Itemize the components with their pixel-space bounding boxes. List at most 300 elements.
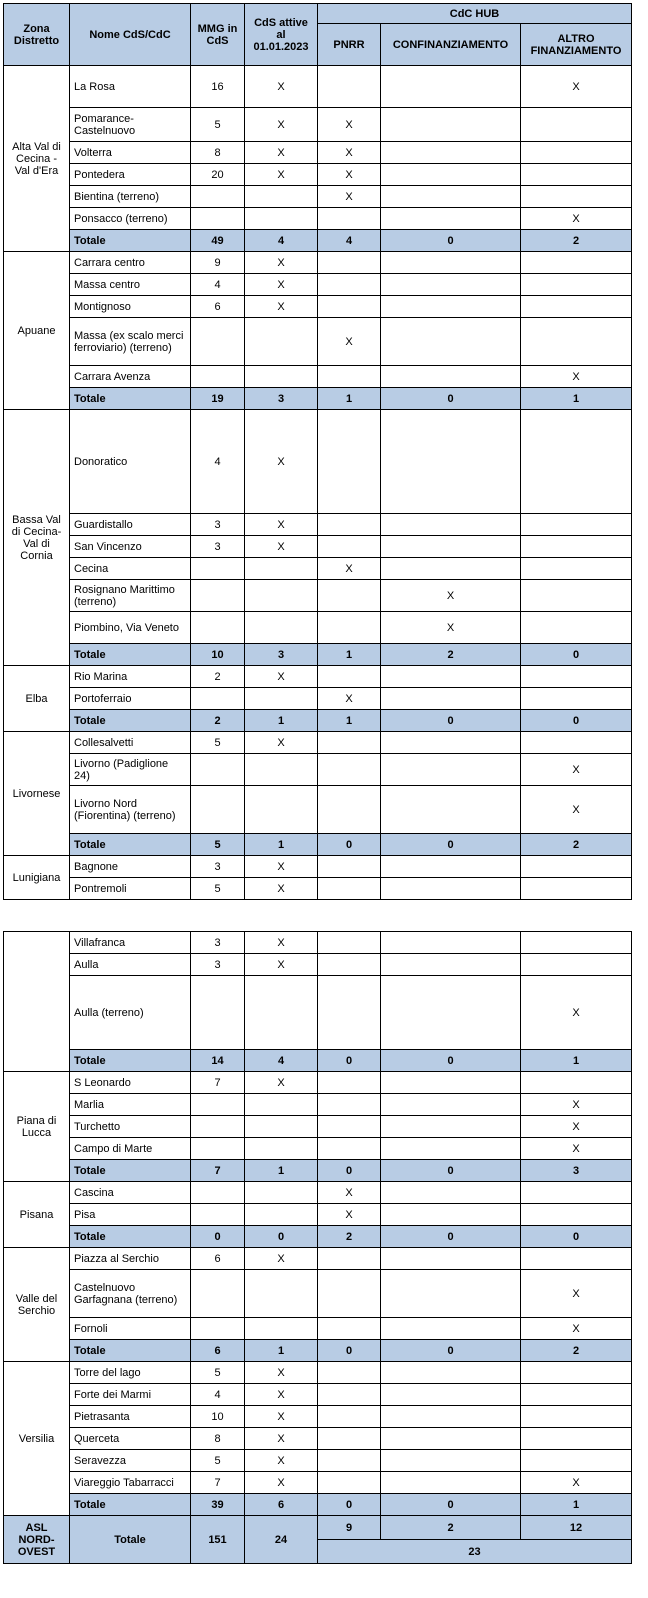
cell-nome: S Leonardo: [70, 1072, 191, 1094]
table-row: [4, 514, 632, 536]
cell-cofinanziamento: [381, 932, 521, 954]
cell-cofinanziamento: [381, 856, 521, 878]
cell-nome: Bagnone: [70, 856, 191, 878]
table-row: [4, 1138, 632, 1160]
zona-distretto-cell: Livornese: [4, 732, 70, 856]
table-row: [4, 580, 632, 612]
cell-nome: Livorno Nord (Fiorentina) (terreno): [70, 786, 191, 834]
cell-altro: [521, 514, 632, 536]
table-row: [4, 1182, 632, 1204]
cell-pnrr: [318, 932, 381, 954]
table-row: [4, 274, 632, 296]
cell-cds: X: [245, 1406, 318, 1428]
cell-cds: X: [245, 856, 318, 878]
cell-mmg: [191, 318, 245, 366]
total-altro: 1: [521, 1050, 632, 1072]
cell-nome: Cascina: [70, 1182, 191, 1204]
table-row: [4, 1450, 632, 1472]
cell-cofinanziamento: [381, 274, 521, 296]
zona-distretto-continuation: [4, 932, 70, 1072]
cell-cofinanziamento: [381, 1248, 521, 1270]
total-pnrr: 0: [318, 1494, 381, 1516]
cell-cds: X: [245, 410, 318, 514]
header-zona: Zona Distretto: [4, 4, 70, 66]
cell-altro: [521, 252, 632, 274]
cell-mmg: 8: [191, 142, 245, 164]
cell-cofinanziamento: [381, 954, 521, 976]
cell-pnrr: X: [318, 318, 381, 366]
cell-nome: Pontremoli: [70, 878, 191, 900]
zona-distretto-cell: Apuane: [4, 252, 70, 410]
cell-nome: Torre del lago: [70, 1362, 191, 1384]
total-cds: 1: [245, 834, 318, 856]
cell-altro: X: [521, 786, 632, 834]
cell-pnrr: [318, 976, 381, 1050]
cell-nome: Viareggio Tabarracci: [70, 1472, 191, 1494]
cell-altro: [521, 558, 632, 580]
cell-nome: Rosignano Marittimo (terreno): [70, 580, 191, 612]
cell-cofinanziamento: [381, 1072, 521, 1094]
cell-pnrr: [318, 666, 381, 688]
cell-cds: X: [245, 1072, 318, 1094]
cell-pnrr: [318, 1428, 381, 1450]
cell-mmg: 3: [191, 856, 245, 878]
cell-pnrr: X: [318, 142, 381, 164]
table-row: [4, 66, 632, 108]
cell-cofinanziamento: [381, 252, 521, 274]
cell-nome: Piombino, Via Veneto: [70, 612, 191, 644]
table-row: [4, 536, 632, 558]
cell-pnrr: [318, 1138, 381, 1160]
total-cofinanziamento: 0: [381, 710, 521, 732]
cell-nome: Pisa: [70, 1204, 191, 1226]
cell-cds: X: [245, 732, 318, 754]
cell-nome: Volterra: [70, 142, 191, 164]
grand-total-pnrr: 9: [318, 1516, 381, 1540]
cell-pnrr: [318, 366, 381, 388]
table-row: [4, 754, 632, 786]
total-cofinanziamento: 0: [381, 1050, 521, 1072]
total-row: [4, 644, 632, 666]
cell-cofinanziamento: [381, 688, 521, 710]
cell-altro: [521, 878, 632, 900]
cell-cds: X: [245, 108, 318, 142]
total-cds: 3: [245, 644, 318, 666]
cell-altro: [521, 274, 632, 296]
table-row: [4, 878, 632, 900]
cell-pnrr: [318, 1472, 381, 1494]
table-row: [4, 1204, 632, 1226]
cell-mmg: [191, 186, 245, 208]
cell-mmg: [191, 612, 245, 644]
cell-cds: [245, 1094, 318, 1116]
cell-mmg: 3: [191, 954, 245, 976]
cell-nome: Ponsacco (terreno): [70, 208, 191, 230]
cell-altro: [521, 296, 632, 318]
total-altro: 2: [521, 1340, 632, 1362]
total-pnrr: 2: [318, 1226, 381, 1248]
cell-pnrr: [318, 410, 381, 514]
table-row: [4, 732, 632, 754]
grand-total-label: Totale: [70, 1516, 191, 1564]
zona-distretto-cell: Alta Val di Cecina - Val d'Era: [4, 66, 70, 252]
cell-pnrr: [318, 208, 381, 230]
total-pnrr: 0: [318, 1340, 381, 1362]
total-pnrr: 0: [318, 834, 381, 856]
cell-altro: [521, 954, 632, 976]
cell-pnrr: [318, 252, 381, 274]
cell-nome: Piazza al Serchio: [70, 1248, 191, 1270]
cell-altro: X: [521, 208, 632, 230]
total-mmg: 10: [191, 644, 245, 666]
total-label: Totale: [70, 230, 191, 252]
cell-mmg: 16: [191, 66, 245, 108]
cell-pnrr: [318, 1116, 381, 1138]
cell-mmg: [191, 1138, 245, 1160]
total-mmg: 14: [191, 1050, 245, 1072]
total-row: [4, 1494, 632, 1516]
total-pnrr: 1: [318, 710, 381, 732]
cell-altro: [521, 410, 632, 514]
cell-nome: Marlia: [70, 1094, 191, 1116]
cell-altro: [521, 1072, 632, 1094]
cell-mmg: [191, 688, 245, 710]
table-row: [4, 252, 632, 274]
cell-pnrr: [318, 1362, 381, 1384]
zona-distretto-cell: Valle del Serchio: [4, 1248, 70, 1362]
cell-cofinanziamento: [381, 1428, 521, 1450]
table-row: [4, 142, 632, 164]
total-mmg: 49: [191, 230, 245, 252]
cell-nome: Pietrasanta: [70, 1406, 191, 1428]
cell-cds: [245, 754, 318, 786]
cell-mmg: 3: [191, 514, 245, 536]
cell-altro: [521, 1182, 632, 1204]
total-cds: 1: [245, 1340, 318, 1362]
cell-mmg: 4: [191, 410, 245, 514]
cell-pnrr: [318, 1072, 381, 1094]
cell-pnrr: X: [318, 186, 381, 208]
total-mmg: 5: [191, 834, 245, 856]
cell-cds: [245, 1138, 318, 1160]
cell-pnrr: [318, 514, 381, 536]
total-cofinanziamento: 0: [381, 1340, 521, 1362]
cell-cofinanziamento: X: [381, 612, 521, 644]
cell-mmg: 10: [191, 1406, 245, 1428]
cell-pnrr: [318, 856, 381, 878]
cell-altro: X: [521, 1318, 632, 1340]
grand-total-altro: 12: [521, 1516, 632, 1540]
table-row: [4, 208, 632, 230]
cell-altro: [521, 688, 632, 710]
total-cds: 1: [245, 710, 318, 732]
cell-cofinanziamento: [381, 536, 521, 558]
total-label: Totale: [70, 1050, 191, 1072]
grand-total-row: [4, 1516, 632, 1540]
cell-altro: [521, 142, 632, 164]
cell-altro: [521, 932, 632, 954]
cell-mmg: 5: [191, 732, 245, 754]
cell-mmg: [191, 1116, 245, 1138]
total-mmg: 39: [191, 1494, 245, 1516]
cell-mmg: 4: [191, 274, 245, 296]
total-row: [4, 834, 632, 856]
table-row: [4, 932, 632, 954]
cell-altro: [521, 1406, 632, 1428]
cell-cds: [245, 786, 318, 834]
header-mmg: MMG in CdS: [191, 4, 245, 66]
cell-nome: Pomarance-Castelnuovo: [70, 108, 191, 142]
zona-distretto-cell: Elba: [4, 666, 70, 732]
cell-cofinanziamento: [381, 66, 521, 108]
cell-pnrr: [318, 1094, 381, 1116]
table-row: [4, 612, 632, 644]
cell-cofinanziamento: [381, 1406, 521, 1428]
total-altro: 2: [521, 230, 632, 252]
cell-cds: X: [245, 954, 318, 976]
cell-mmg: 5: [191, 1450, 245, 1472]
total-altro: 2: [521, 834, 632, 856]
cell-cofinanziamento: [381, 208, 521, 230]
cell-cds: X: [245, 1248, 318, 1270]
cell-cds: [245, 580, 318, 612]
cell-cds: X: [245, 536, 318, 558]
cell-cofinanziamento: [381, 1318, 521, 1340]
cell-nome: Castelnuovo Garfagnana (terreno): [70, 1270, 191, 1318]
cell-mmg: 5: [191, 1362, 245, 1384]
cell-cds: X: [245, 296, 318, 318]
cell-altro: [521, 1428, 632, 1450]
total-label: Totale: [70, 1160, 191, 1182]
total-cofinanziamento: 0: [381, 1160, 521, 1182]
cell-pnrr: [318, 732, 381, 754]
total-altro: 1: [521, 388, 632, 410]
cell-mmg: [191, 786, 245, 834]
total-label: Totale: [70, 1494, 191, 1516]
cell-nome: Montignoso: [70, 296, 191, 318]
cell-nome: Fornoli: [70, 1318, 191, 1340]
header-nome: Nome CdS/CdC: [70, 4, 191, 66]
cell-altro: [521, 732, 632, 754]
cell-altro: [521, 580, 632, 612]
cell-altro: X: [521, 1270, 632, 1318]
header-cds: CdS attive al 01.01.2023: [245, 4, 318, 66]
total-cds: 6: [245, 1494, 318, 1516]
cell-pnrr: [318, 536, 381, 558]
total-pnrr: 1: [318, 644, 381, 666]
cell-altro: X: [521, 976, 632, 1050]
cell-pnrr: [318, 1450, 381, 1472]
cell-altro: [521, 318, 632, 366]
total-pnrr: 0: [318, 1050, 381, 1072]
cell-mmg: [191, 558, 245, 580]
cell-mmg: 20: [191, 164, 245, 186]
cell-pnrr: [318, 786, 381, 834]
cell-cds: [245, 208, 318, 230]
cell-pnrr: [318, 954, 381, 976]
total-cofinanziamento: 0: [381, 834, 521, 856]
cell-mmg: [191, 976, 245, 1050]
cell-cofinanziamento: [381, 1182, 521, 1204]
cell-altro: [521, 612, 632, 644]
total-row: [4, 230, 632, 252]
cell-altro: X: [521, 366, 632, 388]
cell-nome: Rio Marina: [70, 666, 191, 688]
cell-cds: [245, 1204, 318, 1226]
cell-nome: Aulla: [70, 954, 191, 976]
table-row: [4, 976, 632, 1050]
cell-mmg: [191, 754, 245, 786]
cell-cofinanziamento: [381, 976, 521, 1050]
cell-cds: [245, 558, 318, 580]
cell-nome: Portoferraio: [70, 688, 191, 710]
total-mmg: 7: [191, 1160, 245, 1182]
table-row: [4, 786, 632, 834]
total-cds: 0: [245, 1226, 318, 1248]
total-label: Totale: [70, 1226, 191, 1248]
total-cofinanziamento: 0: [381, 230, 521, 252]
table-row: [4, 1384, 632, 1406]
cell-altro: X: [521, 1094, 632, 1116]
cell-cds: X: [245, 1472, 318, 1494]
cell-cofinanziamento: [381, 164, 521, 186]
cell-mmg: [191, 1094, 245, 1116]
header-altro: ALTRO FINANZIAMENTO: [521, 24, 632, 66]
cell-cds: [245, 366, 318, 388]
cell-mmg: [191, 1318, 245, 1340]
cell-altro: X: [521, 1472, 632, 1494]
cell-pnrr: [318, 1318, 381, 1340]
total-label: Totale: [70, 1340, 191, 1362]
cell-mmg: [191, 366, 245, 388]
cell-mmg: 9: [191, 252, 245, 274]
total-cds: 4: [245, 1050, 318, 1072]
cds-cdc-table-part-2: [3, 931, 632, 1564]
table-row: [4, 1094, 632, 1116]
cell-cofinanziamento: [381, 1450, 521, 1472]
cell-cofinanziamento: [381, 1116, 521, 1138]
table-row: [4, 1472, 632, 1494]
total-mmg: 19: [191, 388, 245, 410]
cell-altro: X: [521, 1116, 632, 1138]
header-hub: CdC HUB: [318, 4, 632, 24]
cell-cds: [245, 186, 318, 208]
cell-pnrr: [318, 754, 381, 786]
cell-cds: X: [245, 514, 318, 536]
cell-nome: Carrara centro: [70, 252, 191, 274]
cell-mmg: 2: [191, 666, 245, 688]
cell-nome: Carrara Avenza: [70, 366, 191, 388]
total-row: [4, 710, 632, 732]
header-cofinanziamento: CONFINANZIAMENTO: [381, 24, 521, 66]
cell-cds: [245, 612, 318, 644]
cell-pnrr: X: [318, 108, 381, 142]
cell-pnrr: X: [318, 1204, 381, 1226]
cell-mmg: 6: [191, 1248, 245, 1270]
total-pnrr: 1: [318, 388, 381, 410]
cell-cofinanziamento: [381, 1270, 521, 1318]
total-mmg: 0: [191, 1226, 245, 1248]
table-row: [4, 1116, 632, 1138]
cell-cds: X: [245, 1428, 318, 1450]
cell-mmg: [191, 1270, 245, 1318]
total-row: [4, 1226, 632, 1248]
cell-altro: X: [521, 754, 632, 786]
cell-pnrr: [318, 878, 381, 900]
cell-mmg: [191, 208, 245, 230]
cell-nome: Turchetto: [70, 1116, 191, 1138]
total-row: [4, 1050, 632, 1072]
cell-cds: X: [245, 1384, 318, 1406]
table-row: [4, 1406, 632, 1428]
total-mmg: 2: [191, 710, 245, 732]
cell-cds: X: [245, 932, 318, 954]
total-cofinanziamento: 0: [381, 388, 521, 410]
cell-altro: [521, 1204, 632, 1226]
total-row: [4, 1340, 632, 1362]
cell-cds: X: [245, 66, 318, 108]
cell-pnrr: [318, 296, 381, 318]
cell-altro: [521, 186, 632, 208]
total-altro: 0: [521, 644, 632, 666]
total-altro: 3: [521, 1160, 632, 1182]
cell-cds: [245, 976, 318, 1050]
total-label: Totale: [70, 388, 191, 410]
total-altro: 1: [521, 1494, 632, 1516]
cds-cdc-table-part-1: [3, 3, 632, 900]
cell-altro: [521, 1362, 632, 1384]
cell-pnrr: [318, 580, 381, 612]
zona-distretto-cell: Lunigiana: [4, 856, 70, 900]
cell-nome: Forte dei Marmi: [70, 1384, 191, 1406]
cell-nome: Cecina: [70, 558, 191, 580]
total-pnrr: 0: [318, 1160, 381, 1182]
cell-mmg: [191, 580, 245, 612]
cell-mmg: 3: [191, 536, 245, 558]
cell-cofinanziamento: [381, 558, 521, 580]
table-row: [4, 856, 632, 878]
table-row: [4, 1270, 632, 1318]
cell-mmg: 6: [191, 296, 245, 318]
cell-mmg: 8: [191, 1428, 245, 1450]
table-row: [4, 558, 632, 580]
grand-total-cds: 24: [245, 1516, 318, 1564]
total-label: Totale: [70, 644, 191, 666]
cell-cofinanziamento: [381, 878, 521, 900]
cell-nome: Bientina (terreno): [70, 186, 191, 208]
zona-distretto-cell: Pisana: [4, 1182, 70, 1248]
cell-nome: Querceta: [70, 1428, 191, 1450]
cell-altro: [521, 108, 632, 142]
cell-nome: Donoratico: [70, 410, 191, 514]
cell-cds: X: [245, 142, 318, 164]
grand-total-mmg: 151: [191, 1516, 245, 1564]
table-row: [4, 1318, 632, 1340]
cell-cofinanziamento: [381, 786, 521, 834]
total-row: [4, 1160, 632, 1182]
cell-cofinanziamento: [381, 1472, 521, 1494]
cell-mmg: 5: [191, 108, 245, 142]
cell-cds: [245, 688, 318, 710]
total-cofinanziamento: 0: [381, 1494, 521, 1516]
cell-altro: [521, 666, 632, 688]
cell-pnrr: [318, 1270, 381, 1318]
cell-cds: X: [245, 164, 318, 186]
cell-altro: [521, 1450, 632, 1472]
cell-cds: X: [245, 878, 318, 900]
cell-cofinanziamento: [381, 754, 521, 786]
cell-mmg: 5: [191, 878, 245, 900]
